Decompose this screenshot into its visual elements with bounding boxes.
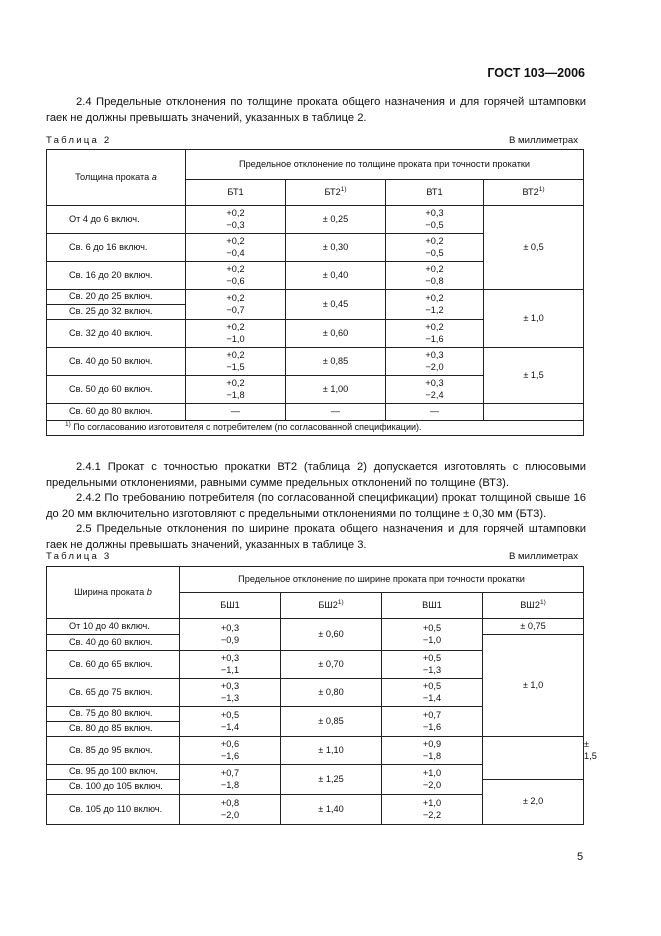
column-header-vt2: ВТ2$^{1)}$ — [484, 180, 584, 206]
paragraph-2-4-2: 2.4.2 По требованию потребителя (по согласованной спецификации) прокат толщиной свыше 16 до 20 мм включительно изготовляют с предельными отклонениями по толщине ± 0,30 мм (БТ3). — [46, 492, 586, 520]
table-2 — [46, 149, 584, 436]
table-row: Св. 16 до 20 включ. +0,2 −0,6 ± 0,40 +0,2 −0,8 — [47, 262, 584, 290]
table2-caption: Таблица 2 — [46, 135, 112, 146]
column-header-thickness: Толщина проката a — [47, 150, 186, 206]
table-row: Св. 105 до 110 включ. +0,8 −2,0 ± 1,40 +1,0 −2,2 — [47, 795, 584, 825]
paragraph-2-4-1: 2.4.1 Прокат с точностью прокатки ВТ2 (таблица 2) допускается изготовлять с плюсовыми предельными отклонениями, равными сумме предельных отклонений по толщине (ВТ3). — [46, 461, 586, 489]
table-row: Св. 85 до 95 включ. +0,6 −1,6 ± 1,10 +0,9 −1,8 — [47, 737, 584, 765]
column-header-vt1: ВТ1 — [386, 180, 484, 206]
table-row: Св. 20 до 25 включ. +0,2 −0,7 ± 0,45 +0,2 −1,2 ± 1,0 — [47, 290, 584, 305]
table3-units: В миллиметрах — [508, 551, 578, 562]
table-row: Св. 50 до 60 включ. +0,2 −1,8 ± 1,00 +0,3 −2,4 — [47, 376, 584, 404]
table2-units: В миллиметрах — [508, 135, 578, 146]
paragraph-2-4: 2.4 Предельные отклонения по толщине проката общего назначения и для горячей штамповки гаек не должны превышать значений, указанных в таблице 2. — [46, 96, 586, 124]
paragraph-2-5: 2.5 Предельные отклонения по ширине проката общего назначения и для горячей штамповки гаек не должны превышать значений, указанных в таблице 3. — [46, 523, 586, 551]
column-header-bt2: БТ2$^{1)}$ — [286, 180, 386, 206]
column-header-vsh1: ВШ1 — [382, 593, 483, 619]
table-row: Св. 60 до 65 включ. +0,3 −1,1 ± 0,70 +0,5 −1,3 — [47, 651, 584, 679]
column-header-bsh1: БШ1 — [180, 593, 281, 619]
table-row: Св. 95 до 100 включ. +0,7 −1,8 ± 1,25 +1,0 −2,0 — [47, 765, 584, 780]
column-group-header: Предельное отклонение по толщине проката при точности прокатки — [186, 150, 584, 180]
table-row: Св. 100 до 105 включ. ± 2,0 — [47, 780, 584, 795]
column-header-bt1: БТ1 — [186, 180, 286, 206]
column-group-header: Предельное отклонение по ширине проката при точности прокатки — [180, 567, 584, 593]
table-3 — [46, 566, 597, 825]
table-row: Св. 75 до 80 включ. +0,5 −1,4 ± 0,85 +0,7 −1,6 — [47, 707, 584, 722]
column-header-vsh2: ВШ2$^{1)}$ — [483, 593, 584, 619]
table-row: Св. 6 до 16 включ. +0,2 −0,4 ± 0,30 +0,2 −0,5 — [47, 234, 584, 262]
table-row: От 4 до 6 включ. +0,2 −0,3 ± 0,25 +0,3 −0,5 ± 0,5 — [47, 206, 584, 234]
table-row: Св. 32 до 40 включ. +0,2 −1,0 ± 0,60 +0,2 −1,6 — [47, 320, 584, 348]
table3-caption: Таблица 3 — [46, 551, 112, 562]
table-row: Св. 25 до 32 включ. — [47, 305, 584, 320]
page-number: 5 — [577, 851, 584, 863]
table-row: Св. 65 до 75 включ. +0,3 −1,3 ± 0,80 +0,5 −1,4 — [47, 679, 584, 707]
table-row: Св. 40 до 50 включ. +0,2 −1,5 ± 0,85 +0,3 −2,0 ± 1,5 — [47, 348, 584, 376]
table-row: Св. 40 до 60 включ. ± 1,0 — [47, 635, 584, 651]
column-header-width: Ширина проката b — [47, 567, 180, 619]
table-row: Св. 80 до 85 включ. ± 1,5 — [47, 722, 584, 737]
column-header-bsh2: БШ2$^{1)}$ — [281, 593, 382, 619]
table2-footnote-row: $^{1)}$ По согласованию изготовителя с потребителем (по согласованной спецификации). — [47, 421, 584, 436]
table-row: От 10 до 40 включ. +0,3 −0,9 ± 0,60 +0,5 −1,0 ± 0,75 — [47, 619, 584, 635]
table-row: Св. 60 до 80 включ. — — — — [47, 404, 584, 421]
document-header: ГОСТ 103—2006 — [487, 66, 585, 80]
